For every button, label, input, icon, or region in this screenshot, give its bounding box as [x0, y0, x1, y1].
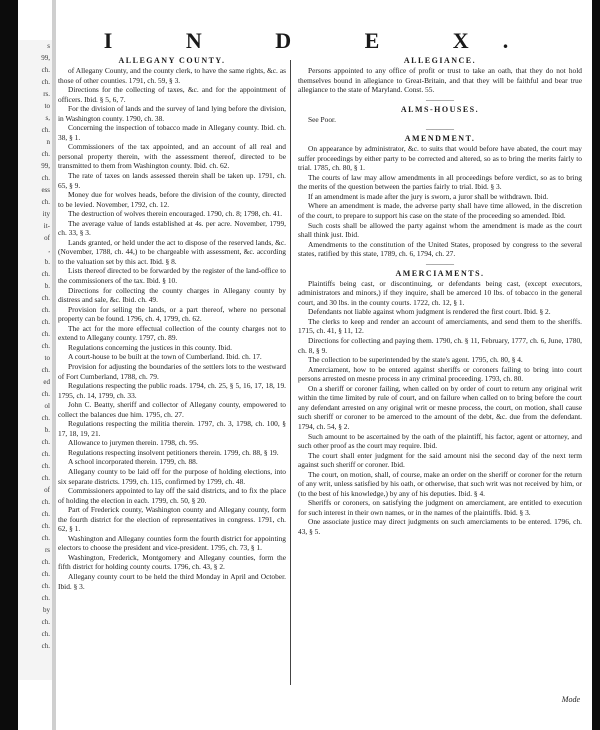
index-entry: Money due for wolves heads, before the division of the county, directed to be levied. November, 1792, ch. 12.	[58, 190, 286, 209]
section-heading-amerciaments: AMERCIAMENTS.	[395, 268, 485, 278]
margin-fragment: ch.	[41, 558, 50, 566]
index-entry: See Poor.	[308, 114, 336, 124]
index-entry: One associate justice may direct judgments on such amerciaments to be entered. 1796, ch. 43, § 5.	[298, 517, 582, 536]
margin-fragment: ch.	[41, 570, 50, 578]
margin-fragment: ch.	[41, 642, 50, 650]
margin-fragment: ch.	[41, 450, 50, 458]
margin-fragment: ch.	[41, 510, 50, 518]
margin-fragment: n	[46, 138, 50, 146]
index-entry: Amerciament, how to be entered against sheriffs or coroners failing to bring into court persons arrested on mesne process in any criminal proceeding. 1793, ch. 80.	[298, 364, 582, 384]
margin-fragment: ch.	[41, 174, 50, 182]
margin-fragment: ch.	[41, 522, 50, 530]
margin-fragment: ch.	[41, 594, 50, 602]
margin-fragment: ch.	[41, 618, 50, 626]
index-entry: If an amendment is made after the jury is sworn, a juror shall be withdrawn. Ibid.	[308, 191, 549, 201]
page-title: I N D E X.	[103, 28, 543, 53]
index-entry: Regulations respecting insolvent petitioners therein. 1799, ch. 88, § 19.	[68, 447, 279, 457]
margin-fragment: b.	[44, 282, 50, 290]
left-column	[58, 56, 286, 696]
index-entry: Regulations respecting the public roads. 1794, ch. 25, § 5, 16, 17, 18, 19. 1795, ch. 14, 1799, ch. 33.	[58, 381, 286, 400]
section-heading-allegany: ALLEGANY COUNTY.	[118, 56, 226, 65]
margin-fragment: 99,	[41, 54, 50, 62]
margin-fragment: to	[44, 102, 50, 110]
scan-border-right	[592, 0, 600, 730]
index-entry: Part of Frederick county, Washington county and Allegany county, form the fourth district for the election of representatives in congress. 1791, ch. 62, § 1.	[58, 505, 286, 534]
index-entry: Provision for selling the lands, or a part thereof, where no personal property can be found. 1796, ch. 4, 1799, ch. 62.	[58, 304, 286, 324]
index-entry: Allegany county court to be held the third Monday in April and October. Ibid. § 3.	[58, 571, 286, 591]
index-entry: On appearance by administrator, &c. to suits that would before have abated, the court may suffer proceedings by either party to be corrected and altered, so as to bring the merits fairly to trial. 1785, ch. 80, § 1.	[298, 144, 582, 173]
margin-fragment: ,	[48, 246, 50, 254]
index-entry: The clerks to keep and render an account of amerciaments, and send them to the sheriffs. 1715, ch. 41, § 11, 12.	[298, 316, 582, 336]
index-entry: The average value of lands established at 4s. per acre. November, 1799, ch. 33, § 3.	[58, 218, 286, 238]
margin-fragment: ch.	[41, 294, 50, 302]
margin-fragment: ch.	[41, 270, 50, 278]
index-entry: Such amount to be ascertained by the oath of the plaintiff, his factor, agent or attorney, and such other proof as the court may require. Ibid.	[298, 431, 582, 451]
index-entry: The act for the more effectual collection of the county charges not to extend to Allegany county. 1797, ch. 89.	[58, 323, 286, 343]
margin-fragment: of	[44, 234, 50, 242]
index-entry: For the division of lands and the survey of land lying before the division, in Washington county. 1790, ch. 38.	[58, 104, 286, 123]
index-entry: Concerning the inspection of tobacco made in Allegany county. Ibid. ch. 38, § 1.	[58, 123, 286, 142]
index-entry: A court-house to be built at the town of Cumberland. Ibid. ch. 17.	[68, 352, 262, 362]
margin-fragment: s,	[45, 114, 50, 122]
index-entry: Allowance to jurymen therein. 1798, ch. 95.	[68, 438, 199, 448]
margin-fragment: ch.	[41, 66, 50, 74]
index-entry: The courts of law may allow amendments in all proceedings before verdict, so as to bring the merits of the question between the parties fairly to trial. Ibid. § 3.	[298, 172, 582, 192]
column-rule	[290, 60, 291, 685]
index-entry: Lands granted, or held under the act to dispose of the reserved lands, &c. (November, 1788, ch. 44,) to be chargeable with assessment, &c. according to the valuation set by this act. Ibid. § 8.	[58, 237, 286, 266]
index-entry: Provision for adjusting the boundaries of the settlers lots to the westward of Fort Cumberland, 1788, ch. 79.	[58, 361, 286, 381]
index-entry: Sheriffs or coroners, on satisfying the judgment on amerciament, are entitled to execution for such interest in their own names, or in the names of the plaintiffs. Ibid. § 3.	[298, 498, 582, 517]
index-entry: Defendants not liable against whom judgment is rendered the first court. Ibid. § 2.	[308, 307, 551, 317]
index-entry: Directions for collecting the county charges in Allegany county by distress and sale, &c. Ibid. ch. 49.	[58, 285, 286, 305]
scan-border-left	[0, 0, 18, 730]
margin-fragment: rs	[44, 546, 50, 554]
index-entry: Lists thereof directed to be forwarded by the register of the land-office to the commissioners of the tax. Ibid. § 10.	[58, 266, 286, 286]
index-entry: Regulations concerning the justices in this county. Ibid.	[68, 342, 232, 352]
index-entry: John C. Beatty, sheriff and collector of Allegany county, empowered to collect the balances due him. 1795, ch. 27.	[58, 400, 286, 419]
margin-fragment: by	[43, 606, 50, 614]
margin-fragment: ch.	[41, 390, 50, 398]
index-entry: Persons appointed to any office of profit or trust to take an oath, that they do not hold themselves bound in allegiance to Great-Britain, and that they will be faithful and bear true allegiance to the state of Maryland. Const. 55.	[298, 66, 582, 95]
margin-fragment: ch.	[41, 342, 50, 350]
facing-page-fragment	[18, 40, 52, 680]
index-entry: Commissioners of the tax appointed, and an account of all real and personal property therein, with the assessment thereof, directed to be transmitted to them from Washington county. Ibid. ch. 62.	[58, 142, 286, 171]
index-entry: Washington and Allegany counties form the fourth district for appointing electors to choose the president and vice-president. 1795, ch. 73, § 1.	[58, 533, 286, 553]
index-entry: The rate of taxes on lands assessed therein shall be taken up. 1791, ch. 65, § 9.	[58, 171, 286, 190]
index-entry: The destruction of wolves therein encouraged. 1790, ch. 8; 1798, ch. 41.	[68, 209, 283, 219]
margin-fragment: ch.	[41, 582, 50, 590]
catchword: Mode	[561, 695, 580, 704]
margin-fragment: 99,	[41, 162, 50, 170]
margin-fragment: rs.	[43, 90, 50, 98]
margin-fragment: ch.	[41, 462, 50, 470]
index-entry: Such costs shall be allowed the party against whom the amendment is made as the court shall think just. Ibid.	[298, 220, 582, 240]
margin-fragment: ch.	[41, 414, 50, 422]
index-entry: The collection to be superintended by the state's agent. 1795, ch. 80, § 4.	[308, 355, 523, 365]
section-heading-allegiance: ALLEGIANCE.	[403, 56, 477, 65]
margin-fragment: ch.	[41, 318, 50, 326]
margin-fragment: b.	[44, 258, 50, 266]
index-entry: Allegany county to be laid off for the purpose of holding elections, into six separate districts. 1799, ch. 115, confirmed by 1799, ch. 48.	[58, 466, 286, 486]
margin-fragment: it-	[43, 222, 50, 230]
margin-fragment: ch.	[41, 78, 50, 86]
index-entry: of Allegany County, and the county clerk, to have the same rights, &c. as those of other counties. 1791, ch. 59, § 3.	[58, 66, 286, 85]
margin-fragment: ch.	[41, 474, 50, 482]
section-divider: ————	[426, 125, 454, 134]
margin-fragment: ity	[42, 210, 50, 218]
index-entry: On a sheriff or coroner failing, when called on by order of court to return any original writ within the time limited by rule of court, and on failure when called on to bring before the court any defendant arrested on any original writ or mesne process, the court, on motion, shall cause such sheriff or coroner to be amerced to the amount of the debt, &c. due from the defendant. 1794, ch. 54, § 2.	[298, 383, 582, 431]
index-entry: The court shall enter judgment for the said amount nisi the second day of the next term against such sheriff or coroner. Ibid.	[298, 450, 582, 470]
index-entry: Plaintiffs being cast, or discontinuing, or defendants being cast, (except executors, administrators and minors,) if they inquire, shall be amerced 10 lbs. of tobacco in the general court, and 30 lbs. in the county courts. 1722, ch. 12, § 1.	[298, 278, 582, 307]
index-entry: Washington, Frederick, Montgomery and Allegany counties, form the fifth district for holding county courts. 1796, ch. 43, § 2.	[58, 552, 286, 572]
margin-fragment: b.	[44, 426, 50, 434]
margin-fragment: ch.	[41, 534, 50, 542]
margin-fragment: ch.	[41, 366, 50, 374]
index-entry: Where an amendment is made, the adverse party shall have time allowed, in the discretion of the court, to prepare to support his case on the state of the proceeding so amended. Ibid.	[298, 201, 582, 221]
index-entry: Regulations respecting the militia therein. 1797, ch. 3, 1798, ch. 100, § 17, 18, 19, 21.	[58, 419, 286, 438]
margin-fragment: ch.	[41, 126, 50, 134]
index-entry: Amendments to the constitution of the United States, proposed by congress to the several states, ratified by this state, 1789, ch. 6, 1794, ch. 27.	[298, 239, 582, 259]
index-entry: A school incorporated therein. 1799, ch. 88.	[68, 457, 198, 467]
margin-fragment: ed	[43, 378, 50, 386]
margin-fragment: ch.	[41, 438, 50, 446]
margin-fragment: ch.	[41, 330, 50, 338]
margin-fragment: ess	[41, 186, 50, 194]
margin-fragment: ch.	[41, 198, 50, 206]
margin-fragment: to	[44, 354, 50, 362]
section-heading-amendment: AMENDMENT.	[404, 134, 476, 144]
section-heading-alms-houses: ALMS-HOUSES.	[400, 104, 480, 114]
margin-fragment: ch.	[41, 630, 50, 638]
margin-fragment: ch.	[41, 150, 50, 158]
index-entry: Directions for the collecting of taxes, &c. and for the appointment of officers. Ibid. § 5, 6, 7.	[58, 85, 286, 104]
margin-fragment: ch.	[41, 306, 50, 314]
index-entry: Directions for collecting and paying them. 1790, ch. § 11, February, 1777, ch. 6, June, 1780, ch. 8, § 9.	[298, 336, 582, 355]
margin-fragment: ol	[44, 402, 50, 410]
index-entry: The court, on motion, shall, of course, make an order on the sheriff or coroner for the return of any writ, unless satisfied by his oath, or otherwise, that such writ was not received by him, or (to the best of his knowledge,) by any of his deputies. Ibid. § 4.	[298, 469, 582, 498]
margin-fragment: s	[47, 42, 50, 50]
section-divider: ————	[426, 259, 454, 268]
margin-fragment: ch.	[41, 498, 50, 506]
margin-fragment: of	[44, 486, 50, 494]
book-gutter	[52, 0, 56, 730]
right-column	[298, 56, 582, 696]
index-entry: Commissioners appointed to lay off the said districts, and to fix the place of holding the election in each. 1799, ch. 50, § 20.	[58, 486, 286, 505]
section-divider: ————	[426, 95, 454, 104]
